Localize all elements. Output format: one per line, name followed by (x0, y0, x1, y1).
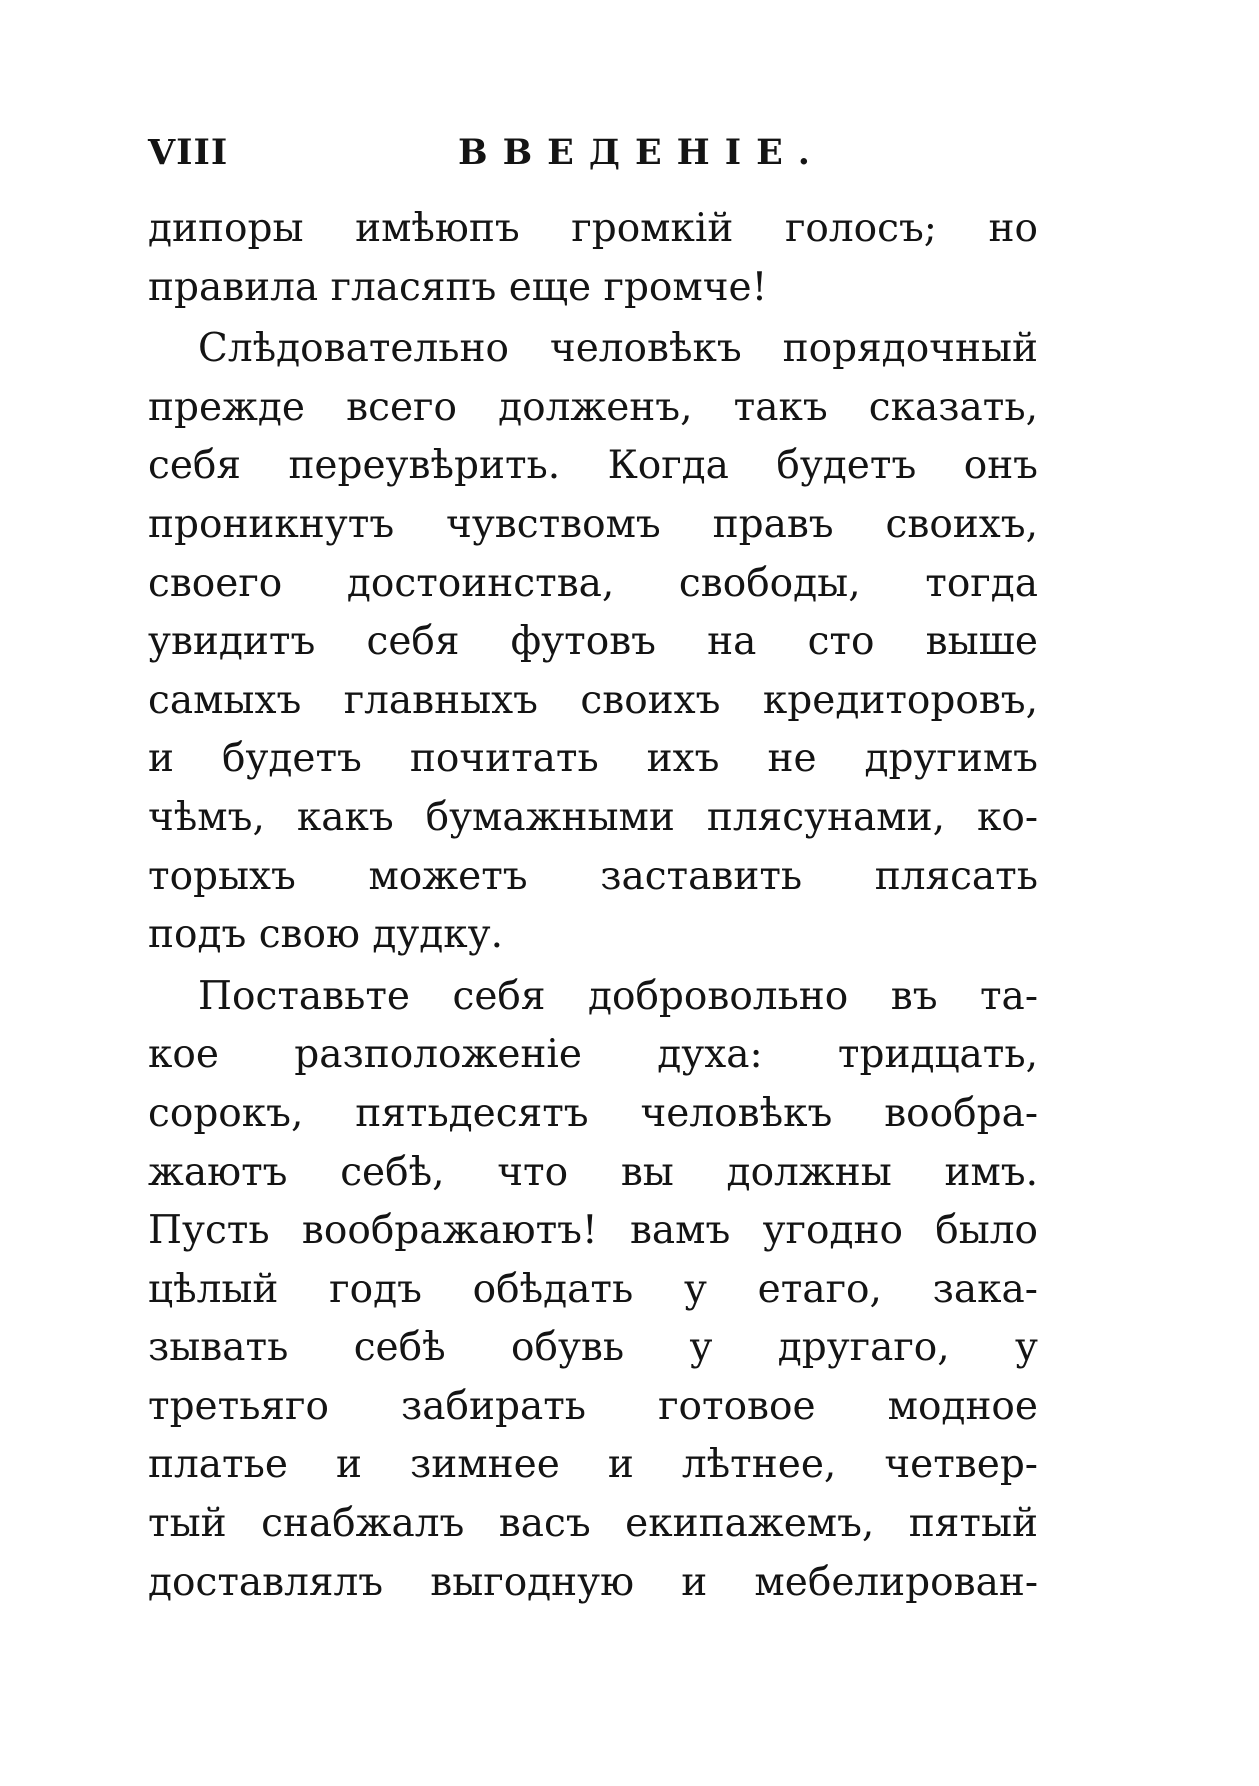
text-line: чѣмъ, какъ бумажными плясунами, ко- (148, 794, 1038, 840)
text-line: увидитъ себя футовъ на сто выше (148, 619, 1038, 665)
text-line: третьяго забирать готовое модное (148, 1383, 1038, 1429)
text-line: Слѣдовательно человѣкъ порядочный (198, 326, 1038, 372)
text-line: самыхъ главныхъ своихъ кредиторовъ, (148, 677, 1038, 723)
text-line: прежде всего долженъ, такъ сказать, (148, 384, 1038, 430)
text-line: и будетъ почитать ихъ не другимъ (148, 736, 1038, 782)
text-line: сорокъ, пятьдесятъ человѣкъ вообра- (148, 1090, 1038, 1136)
text-line: тый снабжалъ васъ екипажемъ, пятый (148, 1501, 1038, 1547)
text-line: кое разположеніе духа: тридцать, (148, 1032, 1038, 1078)
page-header (148, 128, 1038, 178)
text-line: себя переувѣрить. Когда будетъ онъ (148, 443, 1038, 489)
paragraph-continuation (148, 200, 1038, 317)
text-line: зывать себѣ обувь у другаго, у (148, 1325, 1038, 1371)
text-line: подъ свою дудку. (148, 912, 504, 958)
text-line: платье и зимнее и лѣтнее, четвер- (148, 1442, 1038, 1488)
text-line: цѣлый годъ обѣдать у етаго, зака- (148, 1266, 1038, 1312)
running-title: ВВЕДЕНІЕ. (458, 132, 825, 173)
text-line: доставлялъ выгодную и мебелирован- (148, 1559, 1038, 1605)
page-number: VIII (148, 132, 229, 173)
text-line: правила гласяпъ еще громче! (148, 264, 768, 310)
text-line: Пусть воображаютъ! вамъ угодно было (148, 1208, 1038, 1254)
text-line: торыхъ можетъ заставить плясать (148, 853, 1038, 899)
paragraph (148, 320, 1038, 965)
text-line: своего достоинства, свободы, тогда (148, 560, 1038, 606)
text-line: Поставьте себя добровольно въ та- (198, 973, 1038, 1019)
paragraph (148, 968, 1038, 1613)
body-text (148, 200, 1038, 1612)
text-line: проникнутъ чувствомъ правъ своихъ, (148, 501, 1038, 547)
text-line: жаютъ себѣ, что вы должны имъ. (148, 1149, 1038, 1195)
text-line: дипоры имѣюпъ громкій голосъ; но (148, 206, 1038, 251)
